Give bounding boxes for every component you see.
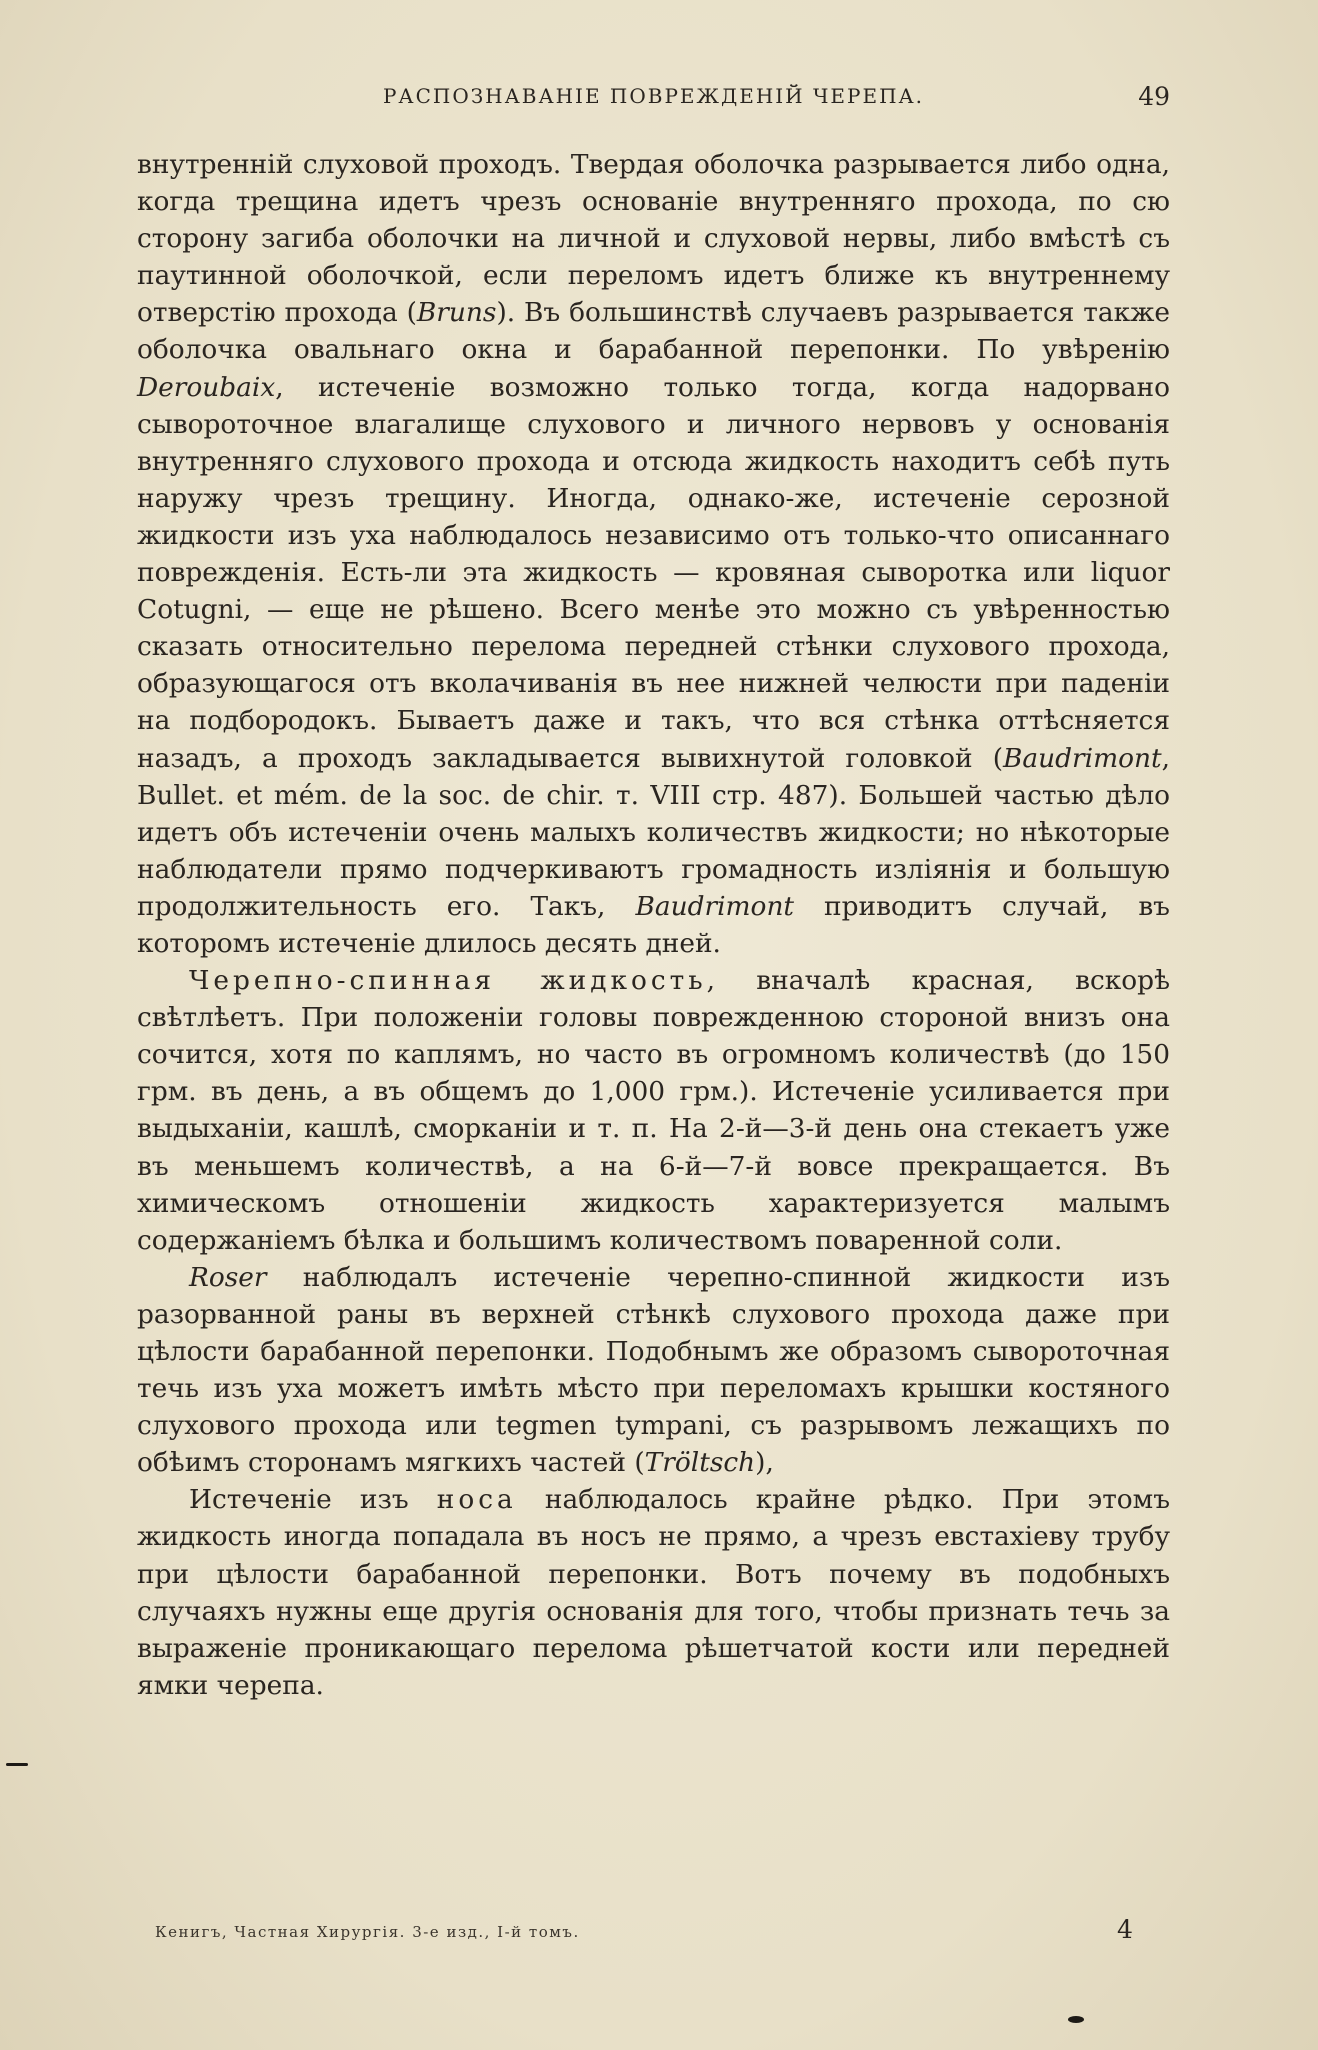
text-run: ), bbox=[755, 1447, 774, 1479]
text-run: Истеченіе изъ bbox=[189, 1484, 437, 1516]
text-run: , вначалѣ красная, вскорѣ свѣтлѣетъ. При положеніи головы поврежденною стороной внизъ она сочится, хотя по каплямъ, но часто въ огромномъ количествѣ (до 150 грм. въ день, а въ общемъ до 1,000 грм.). Истеченіе усиливается при выдыханіи, кашлѣ, сморканіи и т. п. На 2-й—3-й день она стекаетъ уже въ меньшемъ количествѣ, а на 6-й—7-й вовсе прекращается. Въ химическомъ отношеніи жидкость характеризуется малымъ содержаніемъ бѣлка и большимъ количествомъ поваренной соли. bbox=[137, 965, 1170, 1256]
ink-speck bbox=[6, 1763, 28, 1766]
spaced-emphasis: Черепно-спинная жидкость bbox=[189, 965, 707, 997]
page-number: 49 bbox=[1138, 82, 1170, 111]
page-header bbox=[137, 84, 1170, 120]
text-run: наблюдалъ истеченіе черепно-спинной жидкости изъ разорванной раны въ верхней стѣнкѣ слухового прохода даже при цѣлости барабанной перепонки. Подобнымъ же образомъ сывороточная течь изъ уха можетъ имѣть мѣсто при переломахъ крышки костяного слухового прохода или tegmen tympani, съ разрывомъ лежащихъ по обѣимъ сторонамъ мягкихъ частей ( bbox=[137, 1261, 1170, 1479]
italic-citation: Derоubaix bbox=[137, 371, 276, 403]
paragraph bbox=[137, 962, 1170, 1259]
running-head: РАСПОЗНАВАНІЕ ПОВРЕЖДЕНІЙ ЧЕРЕПА. bbox=[382, 84, 925, 108]
text-run: приводитъ случай, въ которомъ истеченіе длилось десять дней. bbox=[137, 890, 1170, 959]
italic-citation: Roser bbox=[189, 1261, 267, 1293]
paragraph bbox=[137, 146, 1170, 962]
body-text bbox=[137, 146, 1170, 1704]
text-run: ). Въ большинствѣ случаевъ разрывается также оболочка овальнаго окна и барабанной перепонки. По увѣренію bbox=[137, 297, 1170, 366]
paragraph bbox=[137, 1259, 1170, 1482]
ink-speck bbox=[1068, 2016, 1084, 2023]
text-run: , истеченіе возможно только тогда, когда надорвано сывороточное влагалище слухового и личного нервовъ у основанія внутренняго слухового прохода и отсюда жидкость находитъ себѣ путь наружу чрезъ трещину. Иногда, однако-же, истеченіе серозной жидкости изъ уха наблюдалось независимо отъ только-что описаннаго поврежденія. Есть-ли эта жидкость — кровяная сыворотка или liquor Cotugni, — еще не рѣшено. Всего менѣе это можно съ увѣренностью сказать относительно перелома передней стѣнки слухового прохода, образующагося отъ вколачиванія въ нее нижней челюсти при паденіи на подбородокъ. Бываетъ даже и такъ, что вся стѣнка оттѣсняется назадъ, а проходъ закладывается вывихнутой головкой ( bbox=[137, 371, 1170, 774]
italic-citation: Tröltsch bbox=[644, 1447, 756, 1479]
text-run: , Bullet. et mém. de la soc. de chir. т. VIII стр. 487). Большей частью дѣло идетъ объ истеченіи очень малыхъ количествъ жидкости; но нѣкоторые наблюдатели прямо подчеркиваютъ громадность изліянія и большую продолжительность его. Такъ, bbox=[137, 742, 1170, 922]
italic-citation: Bruns bbox=[416, 297, 497, 329]
text-run: наблюдалось крайне рѣдко. При этомъ жидкость иногда попадала въ носъ не прямо, а чрезъ евстахіеву трубу при цѣлости барабанной перепонки. Вотъ почему въ подобныхъ случаяхъ нужны еще другія основанія для того, чтобы признать течь за выраженіе проникающаго перелома рѣшетчатой кости или передней ямки черепа. bbox=[137, 1484, 1170, 1701]
signature-note: Кенигъ, Частная Хирургія. 3-е изд., I-й томъ. bbox=[155, 1923, 580, 1941]
paragraph bbox=[137, 1481, 1170, 1704]
text-run: внутренній слуховой проходъ. Твердая оболочка разрывается либо одна, когда трещина идетъ чрезъ основаніе внутренняго прохода, по сю сторону загиба оболочки на личной и слуховой нервы, либо вмѣстѣ съ паутинной оболочкой, если переломъ идетъ ближе къ внутреннему отверстію прохода ( bbox=[137, 149, 1170, 329]
italic-citation: Baudrimont bbox=[1003, 742, 1162, 774]
sheet-number: 4 bbox=[1117, 1915, 1133, 1944]
italic-citation: Baudrimont bbox=[635, 890, 795, 922]
spaced-emphasis: носа bbox=[436, 1484, 517, 1516]
page-footer bbox=[137, 1915, 1170, 1955]
